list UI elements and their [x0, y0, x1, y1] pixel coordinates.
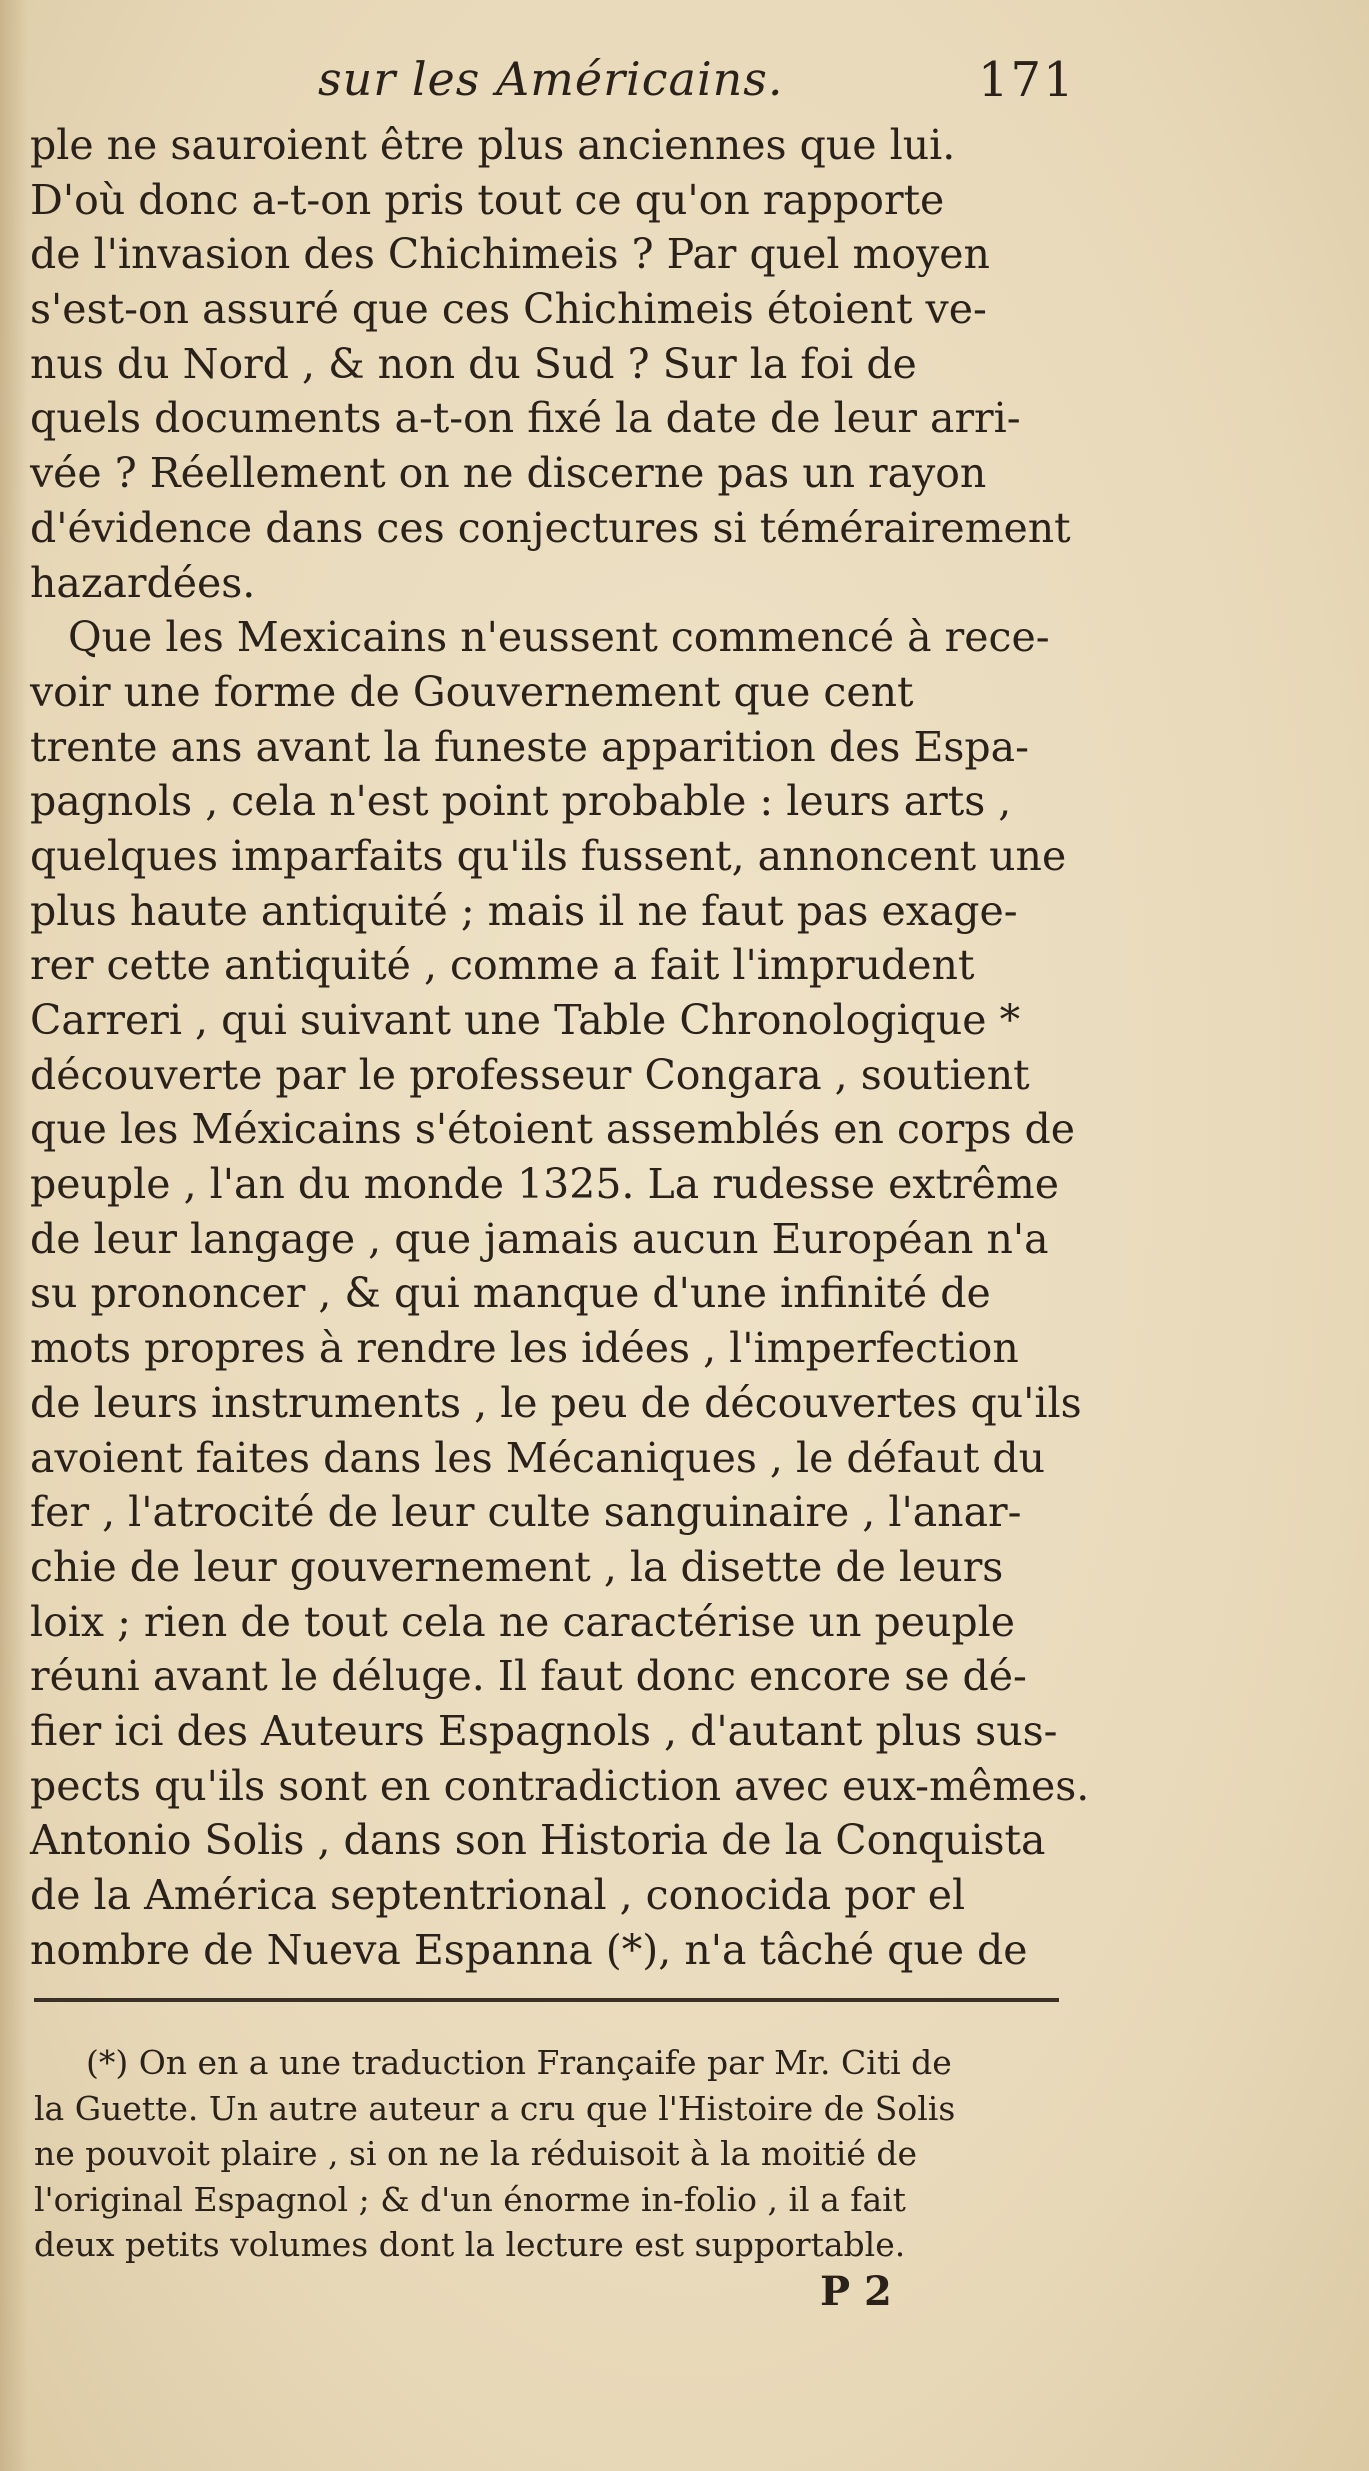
body-line: fier ici des Auteurs Espagnols , d'autant plus sus- [30, 1706, 1058, 1755]
body-line: vée ? Réellement on ne discerne pas un rayon [30, 449, 987, 498]
paragraph-start-line: Que les Mexicains n'eussent commencé à rece- [68, 613, 1050, 662]
page-number: 171 [978, 52, 1076, 108]
signature-mark: P 2 [820, 2268, 892, 2315]
body-line: ple ne sauroient être plus anciennes que lui. [30, 121, 956, 169]
body-line: que les Méxicains s'étoient assemblés en corps de [30, 1105, 1076, 1154]
running-title: sur les Américains. [318, 52, 784, 106]
body-line: nus du Nord , & non du Sud ? Sur la foi de [30, 339, 917, 388]
body-line: nombre de Nueva Espanna (*), n'a tâché que de [30, 1925, 1028, 1974]
body-line: su prononcer , & qui manque d'une infinité de [30, 1269, 991, 1318]
body-line: pects qu'ils sont en contradiction avec eux-mêmes. [30, 1761, 1090, 1810]
body-line: mots propres à rendre les idées , l'imperfection [30, 1324, 1019, 1373]
body-line: pagnols , cela n'est point probable : leurs arts , [30, 777, 1012, 826]
body-line: plus haute antiquité ; mais il ne faut pas exage- [30, 886, 1018, 935]
spine-shadow [0, 0, 28, 2471]
body-line: découverte par le professeur Congara , soutient [30, 1050, 1030, 1099]
body-text [30, 118, 1090, 1977]
body-line: quelques imparfaits qu'ils fussent, annoncent une [30, 831, 1067, 880]
body-line: hazardées. [30, 558, 256, 607]
body-line: rer cette antiquité , comme a fait l'imprudent [30, 941, 975, 990]
body-line: trente ans avant la funeste apparition des Espa- [30, 722, 1029, 771]
footnote-line: ne pouvoit plaire , si on ne la réduisoit à la moitié de [34, 2134, 918, 2173]
body-line: voir une forme de Gouvernement que cent [30, 667, 914, 716]
body-line: de leur langage , que jamais aucun Européan n'a [30, 1214, 1049, 1263]
body-line: D'où donc a-t-on pris tout ce qu'on rapporte [30, 175, 945, 224]
body-line: chie de leur gouvernement , la disette de leurs [30, 1542, 1004, 1591]
body-line: de l'invasion des Chichimeis ? Par quel moyen [30, 230, 990, 279]
footnote-line: la Guette. Un autre auteur a cru que l'Histoire de Solis [34, 2088, 956, 2128]
page-header [0, 52, 1369, 122]
footnote-separator [34, 1998, 1059, 2002]
footnote-line: l'original Espagnol ; & d'un énorme in-folio , il a fait [34, 2179, 906, 2219]
body-line: loix ; rien de tout cela ne caractérise un peuple [30, 1597, 1016, 1646]
body-line: quels documents a-t-on fixé la date de leur arri- [30, 394, 1021, 443]
footnote-line: deux petits volumes dont la lecture est supportable. [34, 2225, 906, 2264]
body-line: Antonio Solis , dans son Historia de la Conquista [30, 1816, 1046, 1865]
footnote-line: (*) On en a une traduction Françaife par Mr. Citi de [86, 2043, 952, 2082]
body-line: avoient faites dans les Mécaniques , le défaut du [30, 1433, 1046, 1482]
body-line: d'évidence dans ces conjectures si témérairement [30, 503, 1071, 552]
body-line: réuni avant le déluge. Il faut donc encore se dé- [30, 1652, 1027, 1701]
body-line: fer , l'atrocité de leur culte sanguinaire , l'anar- [30, 1488, 1022, 1537]
body-line: Carreri , qui suivant une Table Chronologique * [30, 996, 1021, 1044]
body-line: peuple , l'an du monde 1325. La rudesse extrême [30, 1160, 1059, 1209]
body-line: de leurs instruments , le peu de découvertes qu'ils [30, 1378, 1082, 1427]
body-line: de la América septentrional , conocida por el [30, 1871, 966, 1919]
body-line: s'est-on assuré que ces Chichimeis étoient ve- [30, 285, 987, 334]
footnote [34, 2040, 1094, 2268]
